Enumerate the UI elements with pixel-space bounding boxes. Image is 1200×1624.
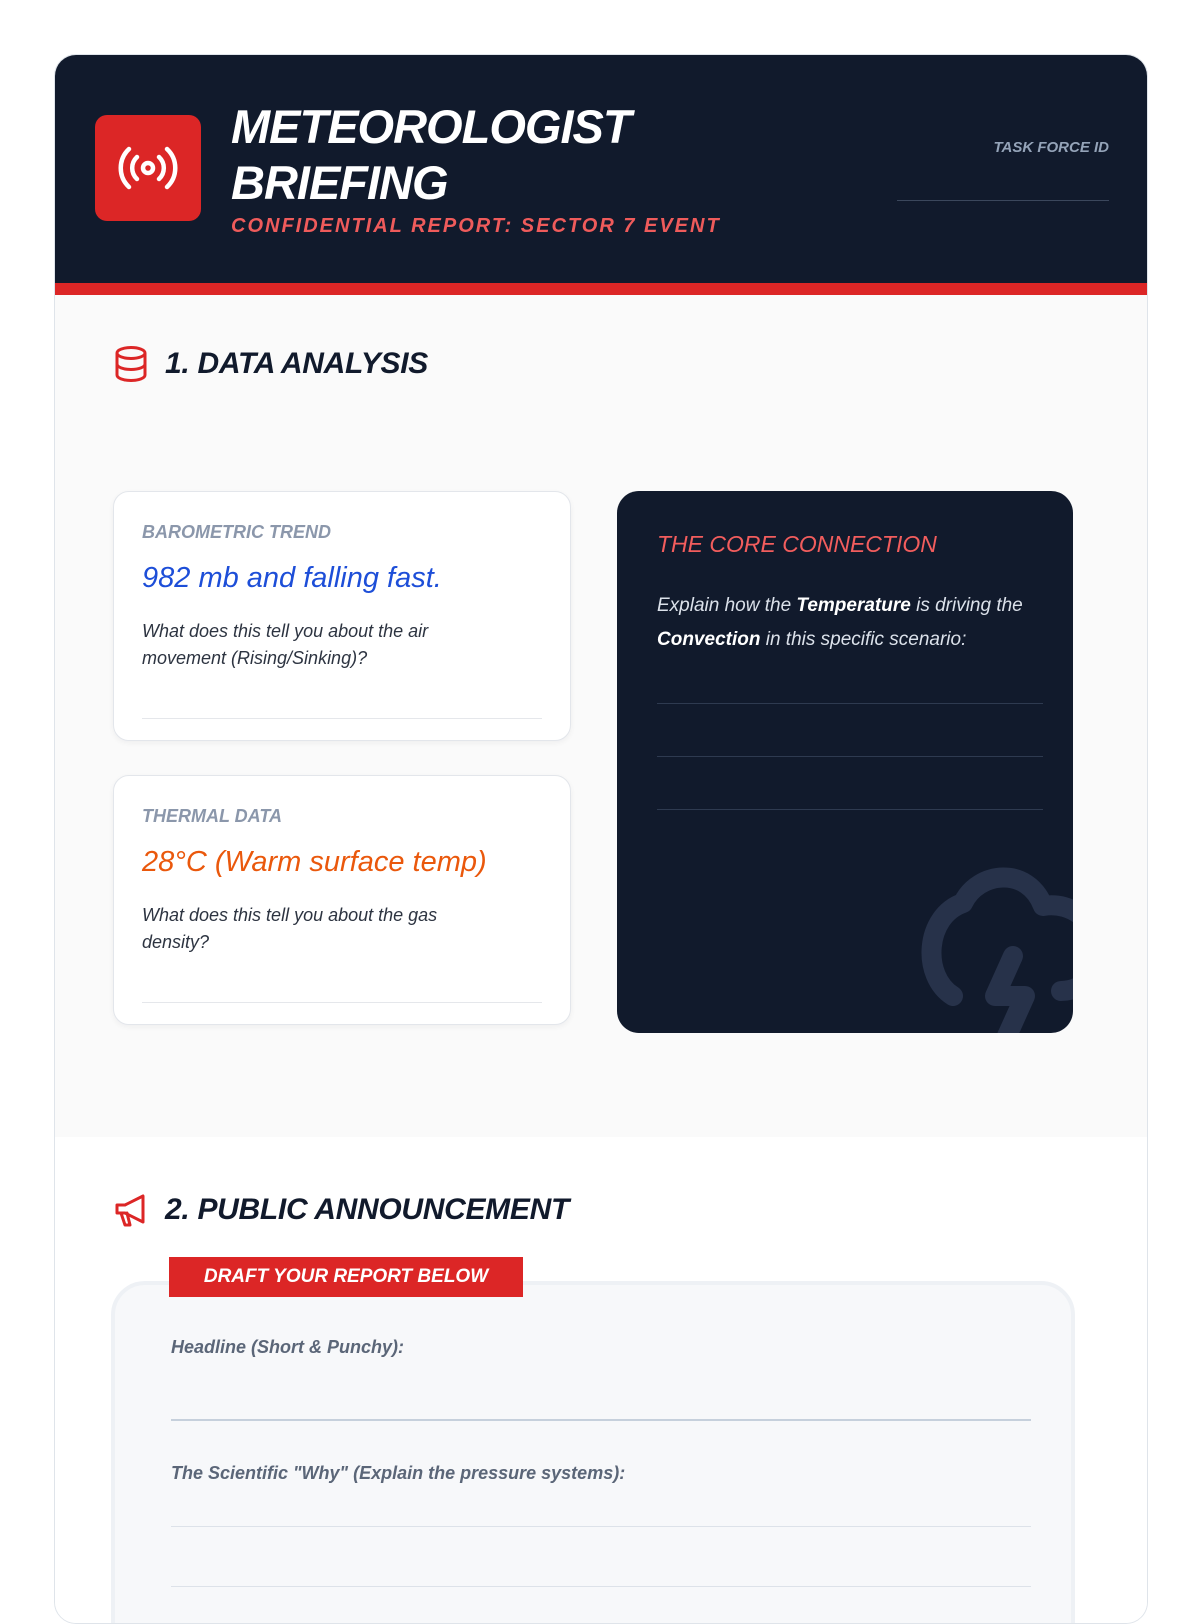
core-connection-title: THE CORE CONNECTION [657,531,937,557]
core-answer-line-3[interactable] [657,809,1043,810]
draft-report-tab: DRAFT YOUR REPORT BELOW [169,1257,523,1297]
header [55,55,1148,283]
page-subtitle: CONFIDENTIAL REPORT: SECTOR 7 EVENT [231,215,721,237]
public-announcement-section [55,1137,1148,1624]
core-text-convection: Convection [657,629,761,650]
scientific-why-line-1[interactable] [171,1526,1031,1527]
briefing-sheet [54,54,1148,1624]
task-force-id-label: TASK FORCE ID [993,139,1109,156]
thermal-card [113,775,571,1025]
core-connection-card [617,491,1073,1033]
core-text-part-3: in this specific scenario: [760,629,967,650]
core-connection-prompt [657,589,1029,657]
thermal-answer-line[interactable] [142,1002,542,1003]
header-stripe [55,283,1148,295]
barometric-answer-line[interactable] [142,718,542,719]
headline-input-line[interactable] [171,1419,1031,1421]
thermal-question: What does this tell you about the gas density? [142,905,438,952]
data-analysis-heading-row [113,345,428,383]
page-title [231,99,751,211]
thermal-label: THERMAL DATA [142,806,282,826]
core-text-temperature: Temperature [796,595,911,616]
database-icon [113,345,149,383]
barometric-card [113,491,571,741]
scientific-why-line-2[interactable] [171,1586,1031,1587]
announcement-heading-row [113,1191,569,1229]
barometric-value: 982 mb and falling fast. [142,562,442,594]
core-answer-line-2[interactable] [657,756,1043,757]
title-line-1: METEOROLOGIST [231,100,631,153]
barometric-label: BAROMETRIC TREND [142,522,331,542]
thermal-value: 28°C (Warm surface temp) [142,846,487,878]
data-analysis-heading: 1. DATA ANALYSIS [165,347,428,380]
barometric-question: What does this tell you about the air movement (Rising/Sinking)? [142,621,429,668]
broadcast-icon [118,138,178,198]
announcement-heading: 2. PUBLIC ANNOUNCEMENT [165,1193,569,1226]
scientific-why-label: The Scientific "Why" (Explain the pressure systems): [171,1463,626,1483]
storm-cloud-icon [903,861,1073,1033]
task-force-id-field[interactable] [897,200,1109,201]
core-text-part-2: is driving the [910,595,1023,616]
core-text-part-1: Explain how the [657,595,797,616]
megaphone-icon [113,1191,149,1229]
title-line-2: BRIEFING [231,156,448,209]
core-answer-line-1[interactable] [657,703,1043,704]
broadcast-badge [95,115,201,221]
draft-report-box [111,1281,1075,1624]
headline-label: Headline (Short & Punchy): [171,1337,405,1357]
data-analysis-section [55,295,1148,1137]
